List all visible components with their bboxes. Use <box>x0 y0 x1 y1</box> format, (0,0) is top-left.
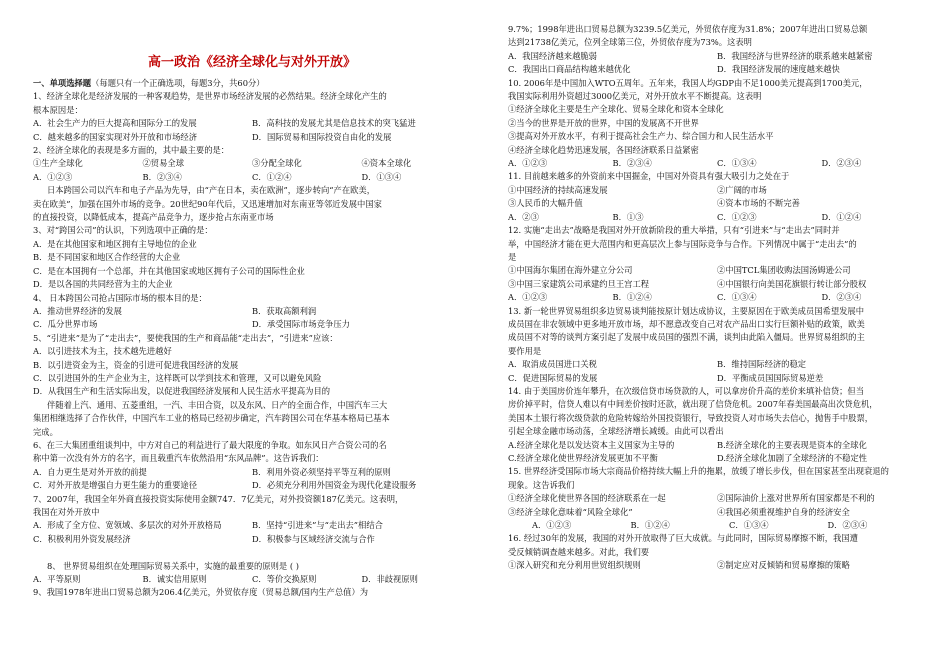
option-text: ②贸易全球 <box>142 158 184 169</box>
option-text: C．瓜分世界市场 <box>33 319 98 330</box>
option-text: C.经济全球化使世界经济发展更加不平衡 <box>508 453 658 463</box>
option-row <box>508 506 926 519</box>
option-text: ④我国必须重视维护自身的经济安全 <box>717 506 850 517</box>
text-line: 卖在欧美”，加强在国外市场的竞争。20世纪90年代后，又迅速增加对东南亚等邻近发展中国家 <box>33 198 382 209</box>
text-line: 美国本土银行将次级贷款的危险转嫁给外国投资银行，导致投资人对市场失去信心，抛售手中股票， <box>508 412 874 423</box>
option-row <box>508 197 926 210</box>
option-text: D．国际贸易和国际投资自由化的发展 <box>252 131 392 142</box>
text-line: 是 <box>508 251 517 262</box>
right-question-lines <box>508 23 926 573</box>
option-row <box>508 519 926 532</box>
option-row <box>508 291 926 304</box>
option-text: A．平等原则 <box>33 574 81 585</box>
text-line: 16. 经过30年的发展，我国的对外开放取得了巨大成就。与此同时，国际贸易摩擦不断，我国遭 <box>508 533 858 544</box>
text-line: 2、经济全球化的表现是多方面的，其中最主要的是： <box>33 145 230 156</box>
option-row <box>508 50 926 63</box>
option-row <box>33 305 471 318</box>
text-line: 引起全球金融市场动荡，全球经济增长减缓。由此可以看出 <box>508 426 724 437</box>
option-text: C．①②④ <box>252 171 292 182</box>
option-text: C．越来越多的国家实现对外开放和市场经济 <box>33 131 197 142</box>
option-text: B．①③ <box>612 211 644 222</box>
option-text: D．②③④ <box>827 520 868 531</box>
option-text: A．①②③ <box>508 292 548 303</box>
option-text: C．①③④ <box>729 520 769 531</box>
option-text: A．取消成员国进口关税 <box>508 359 597 370</box>
text-line: B．以引进资金为主，资金的引进可促进我国经济的发展 <box>33 359 239 370</box>
option-row <box>508 211 926 224</box>
option-row <box>508 439 926 452</box>
text-line: 我国实际利用外资超过3000亿美元，对外开放水平不断提高。这表明 <box>508 91 762 102</box>
option-text: B．②③④ <box>142 171 182 182</box>
text-line: C．是在本国拥有一个总部，并在其他国家或地区拥有子公司的国际性企业 <box>33 265 305 276</box>
section-note: （每题只有一个正确选项，每题3分，共60分） <box>91 78 265 88</box>
option-text: ③人民币的大幅升值 <box>508 198 583 209</box>
text-line: 要作用是 <box>508 345 542 356</box>
section-heading <box>33 77 471 90</box>
option-text: B．②③④ <box>612 158 652 169</box>
text-line: 15. 世界经济受国际市场大宗商品价格持续大幅上升的拖累，放缓了增长步伐，但在国家甚至出现衰退的 <box>508 466 889 477</box>
option-text: ④资本全球化 <box>361 158 412 169</box>
option-text: ③分配全球化 <box>252 158 302 169</box>
text-line: 10. 2006年是中国加入WTO五周年。五年来，我国人均GDP由不足1000美元提高到1700美元， <box>508 77 868 88</box>
text-line: 日本跨国公司以汽车和电子产品为先导，由“产在日本，卖在欧洲”，逐步转向“产在欧美， <box>47 185 376 196</box>
text-line: ①经济全球化主要是生产全球化、贸易全球化和资本全球化 <box>508 104 724 115</box>
option-text: C．①③④ <box>717 158 757 169</box>
option-text: B．我国经济与世界经济的联系越来越紧密 <box>717 50 873 61</box>
option-text: B.经济全球化的主要表现是资本的全球化 <box>717 439 867 450</box>
option-row <box>33 519 471 532</box>
right-column <box>508 23 926 573</box>
option-text: ②中国TCL集团收购法国汤姆逊公司 <box>717 265 851 276</box>
option-text: ②制定应对反倾销和贸易摩擦的策略 <box>717 560 850 571</box>
option-row <box>33 131 471 144</box>
text-line: D．是以各国的共同经营为主的大企业 <box>33 279 173 290</box>
option-row <box>508 492 926 505</box>
option-text: C．等价交换原则 <box>252 574 317 585</box>
text-line: 达到21738亿美元，位列全球第三位，外贸依存度为73%。这表明 <box>508 37 752 48</box>
option-row <box>508 452 926 465</box>
option-text: B．诚实信用原则 <box>142 574 207 585</box>
text-line: 6、在三大集团重组谈判中，中方对自己的利益进行了最大限度的争取。如东风日产合资公司的名 <box>33 439 387 450</box>
option-text: ②广阔的市场 <box>717 184 767 195</box>
option-text: D．①②④ <box>821 211 862 222</box>
option-text: ②国际油价上涨对世界所有国家都是不利的 <box>717 493 875 504</box>
option-text: A．①②③ <box>508 158 548 169</box>
left-column <box>33 53 471 600</box>
option-row <box>33 533 471 546</box>
option-text: ③中国三家建筑公司承建约旦王宫工程 <box>508 278 650 289</box>
option-row <box>33 466 471 479</box>
text-line: 伴随着上汽、通用、五菱重组，一汽、丰田合资，以及东风、日产的全面合作，中国汽车三大 <box>47 399 388 410</box>
text-line: 集团相继选择了合作伙伴，中国汽车工业的格局已经初步确定，汽车跨国公司在华基本格局已基本 <box>33 413 390 424</box>
text-line: 12. 实施“走出去”战略是我国对外开放新阶段的重大举措，只有“引进来”与“走出去”同时并 <box>508 225 840 236</box>
option-row <box>508 184 926 197</box>
option-text: ①中国海尔集团在海外建立分公司 <box>508 265 633 276</box>
option-text: ①生产全球化 <box>33 158 83 169</box>
option-text: A．自力更生是对外开放的前提 <box>33 466 147 477</box>
text-line: 3、对“跨国公司”的认识，下列选项中正确的是： <box>33 225 213 236</box>
option-text: B．高科技的发展尤其是信息技术的突飞猛进 <box>252 118 416 129</box>
page-title: 高一政治《经济全球化与对外开放》 <box>147 55 356 70</box>
text-line: A．以引进技术为主，技术越先进越好 <box>33 346 172 357</box>
option-text: ④资本市场的不断完善 <box>717 198 800 209</box>
text-line: 成员国在非农领域中更多地开放市场，却不愿意改变自己对农产品出口实行巨额补贴的政策，欧美 <box>508 318 865 329</box>
option-text: C．①③④ <box>717 292 757 303</box>
option-text: C．①②③ <box>717 211 757 222</box>
text-line: D．从我国生产和生活实际出发，以促进我国经济发展和人民生活水平提高为目的 <box>33 386 331 397</box>
blank-line <box>33 546 471 559</box>
text-line: 1、经济全球化是经济发展的一种客观趋势，是世界市场经济发展的必然结果。经济全球化产生的 <box>33 91 387 102</box>
text-line: 5、“引进来”是为了“走出去”，要使我国的生产和商品能“走出去”，“引进来”应该： <box>33 332 338 343</box>
option-text: D．①③④ <box>361 171 402 182</box>
option-text: B．利用外资必须坚持平等互利的原则 <box>252 466 391 477</box>
option-text: C．我国出口商品结构越来越优化 <box>508 64 631 75</box>
option-text: B．①②④ <box>612 292 652 303</box>
option-row <box>508 559 926 572</box>
text-line: 我国在对外开放中 <box>33 507 100 517</box>
text-line: 4、 日本跨国公司抢占国际市场的根本目的是： <box>33 292 207 303</box>
option-text: C．积极利用外资发展经济 <box>33 533 131 544</box>
text-line: 举，中国经济才能在更大范围内和更高层次上参与国际竞争与合作。下列情况中属于“走出去”的 <box>508 238 857 249</box>
option-text: D.经济全球化加剧了全球经济的不稳定性 <box>717 453 868 463</box>
text-line: 现象。这告诉我们 <box>508 479 575 490</box>
option-row <box>508 278 926 291</box>
text-line: ③提高对外开放水平，有利于提高社会生产力、综合国力和人民生活水平 <box>508 131 774 142</box>
option-text: D．平衡成员国国际贸易逆差 <box>717 372 824 383</box>
text-line: 成员国不对等的谈判方案引起了发展中成员国的强烈不满，谈判由此陷入僵局。世界贸易组织的主 <box>508 332 865 343</box>
option-text: D．必须充分利用外国资金为现代化建设服务 <box>252 480 417 491</box>
text-line: 9、我国1978年进出口贸易总额为206.4亿美元，外贸依存度（贸易总额/国内生产总值）为 <box>33 587 369 598</box>
option-text: B．坚持“引进来”与“走出去”相结合 <box>252 520 383 531</box>
option-text: A．形成了全方位、宽领域、多层次的对外开放格局 <box>33 520 222 531</box>
text-line: 13. 新一轮世界贸易组织多边贸易谈判能按原计划达成协议，主要原因在于欧美成员国希望发展中 <box>508 305 865 316</box>
option-text: D．②③④ <box>821 158 862 169</box>
text-line: 房价掉平时，信贷人难以有中间差价按时还款，就出现了信贷危机。2007年春美国最高出次贷危机， <box>508 399 878 410</box>
option-text: A．我国经济越来越脆弱 <box>508 50 597 61</box>
option-text: D．积极参与区域经济交流与合作 <box>252 533 375 544</box>
text-line: A．是在其他国家和地区拥有主导地位的企业 <box>33 238 197 249</box>
option-text: A．①②③ <box>33 171 73 182</box>
text-line: 受反倾销调查越来越多。对此，我们要 <box>508 546 650 557</box>
option-text: A．推动世界经济的发展 <box>33 305 122 316</box>
option-text: ④中国银行向美国花旗银行转让部分股权 <box>717 278 867 289</box>
text-line: 14. 由于美国房价连年攀升，在次级信贷市场贷款的人，可以拿房价升高的差价来填补信贷；但当 <box>508 385 865 396</box>
option-row <box>33 117 471 130</box>
option-text: A.经济全球化是以发达资本主义国家为主导的 <box>508 439 675 450</box>
text-line: C．以引进国外的生产企业为主，这样既可以学到技术和管理，又可以避免风险 <box>33 372 322 383</box>
option-text: ①经济全球化使世界各国的经济联系在一起 <box>508 493 666 504</box>
option-text: ③经济全球化意味着“风险全球化” <box>508 506 633 517</box>
left-question-lines <box>33 90 471 599</box>
option-text: C．促进国际贸易的发展 <box>508 372 598 383</box>
option-row <box>508 157 926 170</box>
option-text: D．非歧视原则 <box>361 574 418 585</box>
text-line: 11. 目前越来越多的外资前来中国掘金，中国对外资具有强大吸引力之处在于 <box>508 171 790 182</box>
section-label: 一、单项选择题 <box>33 78 92 88</box>
text-line: 9.7%；1998年进出口贸易总额为3239.5亿美元，外贸依存度为31.8%；2007年进出口贸易总额 <box>508 24 868 34</box>
option-text: B．获取高额利润 <box>252 305 317 316</box>
option-text: D．承受国际市场竞争压力 <box>252 319 350 330</box>
option-text: A．社会生产力的巨大提高和国际分工的发展 <box>33 118 197 129</box>
option-row <box>33 573 471 586</box>
text-line: 8、 世界贸易组织在处理国际贸易关系中，实施的最重要的原则是 ( ) <box>47 560 299 571</box>
text-line: 根本原因是： <box>33 104 83 115</box>
text-line: 完成。 <box>33 426 58 437</box>
text-line: 的直接投资，以降低成本，提高产品竞争力，逐步抢占东南亚市场 <box>33 212 274 223</box>
option-text: B．维持国际经济的稳定 <box>717 359 807 370</box>
option-text: A．②③ <box>508 211 539 222</box>
option-row <box>508 63 926 76</box>
option-row <box>33 479 471 492</box>
text-line: ②当今的世界是开放的世界，中国的发展离不开世界 <box>508 117 699 128</box>
option-text: A．①②③ <box>532 520 572 531</box>
option-row <box>33 171 471 184</box>
option-text: D．②③④ <box>821 292 862 303</box>
text-line: 称中第一次没有外方的名字，而且载重汽车依然沿用“东风品牌”。这告诉我们： <box>33 453 324 464</box>
option-row <box>33 157 471 170</box>
option-text: ①中国经济的持续高速发展 <box>508 184 608 195</box>
text-line: B．是不同国家和地区合作经营的大企业 <box>33 252 181 263</box>
option-text: B．①②④ <box>630 520 670 531</box>
option-row <box>508 358 926 371</box>
option-text: C．对外开放是增强自力更生能力的重要途径 <box>33 480 197 491</box>
option-text: D．我国经济发展的速度越来越快 <box>717 64 840 75</box>
option-text: ①深入研究和充分利用世贸组织规则 <box>508 560 641 571</box>
option-row <box>33 318 471 331</box>
text-line: ④经济全球化趋势迅速发展，各国经济联系日益紧密 <box>508 144 699 155</box>
text-line: 7、2007年，我国全年外商直接投资实际使用金额747．7亿美元，对外投资额187亿美元。这表明， <box>33 493 404 504</box>
option-row <box>508 264 926 277</box>
option-row <box>508 372 926 385</box>
